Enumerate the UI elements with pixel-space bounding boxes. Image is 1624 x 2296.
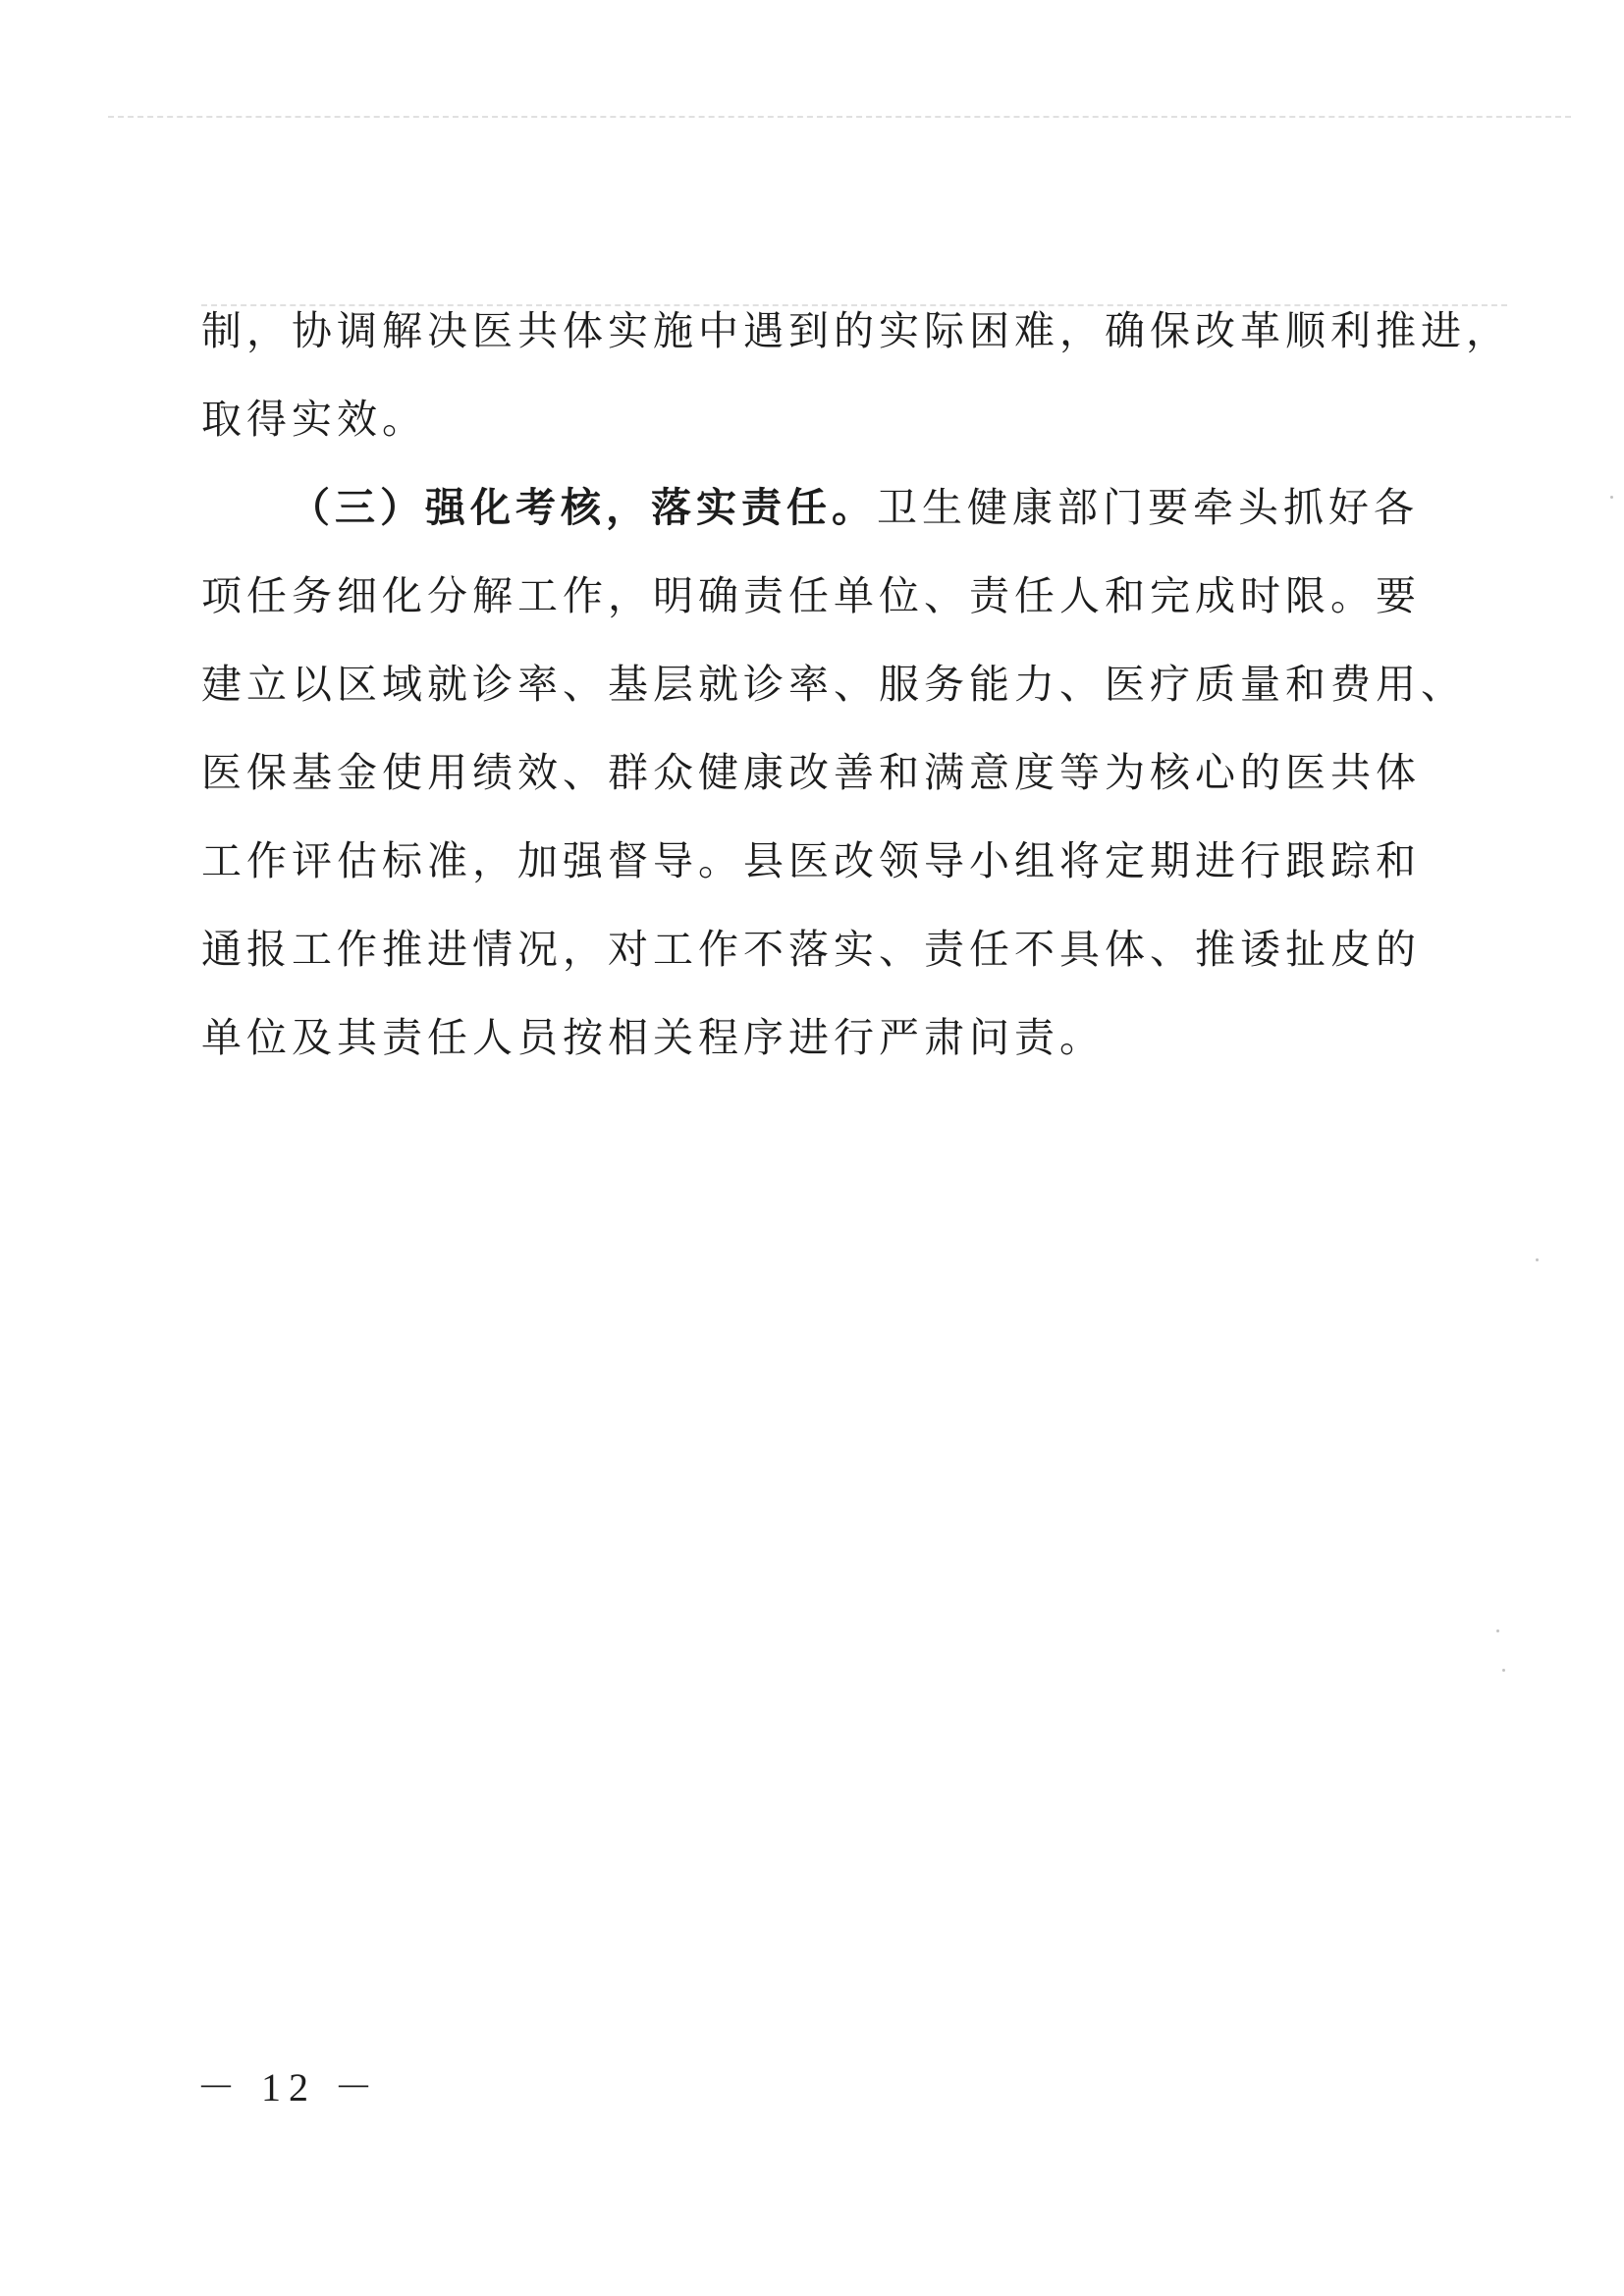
paragraph-1-line-2: 取得实效。 <box>201 396 427 443</box>
paragraph-2-line-6: 通报工作推进情况，对工作不落实、责任不具体、推诿扯皮的 <box>201 926 1421 973</box>
section-heading: （三）强化考核，落实责任。 <box>290 484 877 531</box>
paragraph-2-line-1 <box>201 463 1417 552</box>
paragraph-2-line-5: 工作评估标准，加强督导。县医改领导小组将定期进行跟踪和 <box>201 837 1421 884</box>
paragraph-2-line-1-text: 卫生健康部门要牵头抓好各 <box>877 484 1419 531</box>
paragraph-2-line-7: 单位及其责任人员按相关程序进行严肃问责。 <box>201 1014 1105 1061</box>
scan-speck <box>1536 1258 1539 1261</box>
scan-artifact-top-line <box>108 116 1571 118</box>
paragraph-2-line-2: 项任务细化分解工作，明确责任单位、责任人和完成时限。要 <box>201 572 1421 619</box>
paragraph-2-line-4: 医保基金使用绩效、群众健康改善和满意度等为核心的医共体 <box>201 749 1421 796</box>
paragraph-1-line-1: 制，协调解决医共体实施中遇到的实际困难，确保改革顺利推进， <box>201 307 1511 354</box>
page-number: － 12 － <box>196 2065 381 2109</box>
paragraph-1 <box>201 287 1511 463</box>
scan-speck <box>1496 1629 1499 1632</box>
scan-speck <box>1610 496 1613 499</box>
paragraph-2 <box>201 463 1466 1082</box>
scan-speck <box>1502 1669 1505 1672</box>
paragraph-2-line-3: 建立以区域就诊率、基层就诊率、服务能力、医疗质量和费用、 <box>201 661 1466 708</box>
document-body <box>201 287 1511 1082</box>
